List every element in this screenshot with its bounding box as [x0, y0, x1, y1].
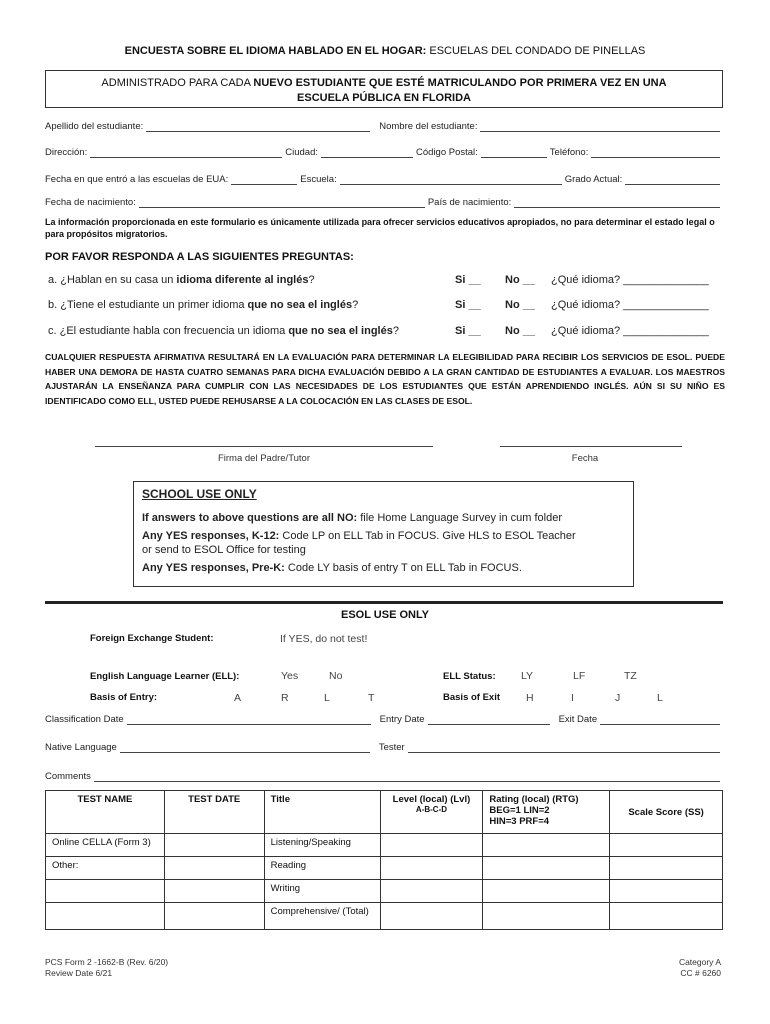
first-name-field[interactable]: [480, 123, 720, 132]
entry-date-esol-label: Entry Date: [379, 714, 425, 725]
signature-date-line[interactable]: [500, 446, 682, 447]
table-row: [46, 903, 723, 930]
esol-notice: CUALQUIER RESPUESTA AFIRMATIVA RESULTARÁ EN LA EVALUACIÓN PARA DETERMINAR LA ELEGIBILIDAD PARA RECIBIR LOS SERVICIOS DE ESOL. PUEDE HABER UNA DEMORA DE HASTA CUATRO SEMANAS PARA DICHA EVALUACIÓN DEBIDO A LA GRAN CANTIDAD DE ESTUDIANTES A EVALUAR. LOS MAESTROS AJUSTARÁN LA ENSEÑANZA PARA CUMPLIR CON LAS NECESIDADES DE LOS ESTUDIANTES QUE ESTÁN APRENDIENDO INGLÉS. AÚN SI SU NIÑO ES IDENTIFICADO COMO ELL, USTED PUEDE REHUSARSE A LA COLOCACIÓN EN LAS CLASES DE ESOL.: [45, 352, 725, 406]
row-rating[interactable]: [483, 903, 610, 930]
row-level[interactable]: [380, 903, 483, 930]
tests-table: [45, 790, 723, 930]
phone-field[interactable]: [591, 149, 720, 158]
last-name-field[interactable]: [146, 123, 370, 132]
last-name-label: Apellido del estudiante:: [45, 121, 144, 132]
question-a: a. ¿Hablan en su casa un idioma diferente al inglés?: [48, 274, 315, 286]
address-row: [45, 147, 723, 158]
row-title: Reading: [264, 857, 380, 880]
row-rating[interactable]: [483, 857, 610, 880]
status-option-ly[interactable]: LY: [521, 670, 534, 682]
answer-no-a[interactable]: No __: [505, 274, 535, 286]
school-label: Escuela:: [300, 174, 337, 185]
questions-heading: POR FAVOR RESPONDA A LAS SIGUIENTES PREGUNTAS:: [45, 251, 354, 263]
ell-status-label: ELL Status:: [443, 671, 496, 682]
entry-date-label: Fecha en que entró a las escuelas de EUA:: [45, 174, 229, 185]
table-row: [46, 834, 723, 857]
question-c: c. ¿El estudiante habla con frecuencia un idioma que no sea el inglés?: [48, 325, 399, 337]
comments-row: [45, 771, 723, 782]
dates-row: [45, 714, 723, 725]
row-test-name: Online CELLA (Form 3): [46, 834, 165, 857]
birth-country-field[interactable]: [514, 199, 720, 208]
comments-field[interactable]: [94, 773, 720, 782]
header-rating: Rating (local) (RTG) BEG=1 LIN=2 HIN=3 PRF=4: [483, 791, 610, 834]
answer-language-b[interactable]: ¿Qué idioma? ______________: [551, 299, 709, 311]
tester-field[interactable]: [408, 744, 720, 753]
school-use-title: SCHOOL USE ONLY: [142, 487, 257, 501]
native-row: [45, 742, 723, 753]
row-test-date[interactable]: [164, 903, 264, 930]
school-use-line-2: Any YES responses, K-12: Code LP on ELL Tab in FOCUS. Give HLS to ESOL Teacher or send to ESOL Office for testing: [142, 530, 576, 556]
row-scale[interactable]: [610, 903, 723, 930]
address-label: Dirección:: [45, 147, 88, 158]
status-option-lf[interactable]: LF: [573, 670, 586, 682]
grade-label: Grado Actual:: [564, 174, 623, 185]
basis-entry-a[interactable]: A: [234, 692, 242, 704]
header-test-date: TEST DATE: [164, 791, 264, 834]
title-bold: ENCUESTA SOBRE EL IDIOMA HABLADO EN EL HOGAR:: [124, 45, 427, 57]
page-title: [0, 45, 770, 57]
zip-field[interactable]: [481, 149, 547, 158]
row-title: Writing: [264, 880, 380, 903]
basis-entry-l[interactable]: L: [324, 692, 330, 704]
basis-exit-h[interactable]: H: [526, 692, 534, 704]
disclaimer: La información proporcionada en este formulario es únicamente utilizada para ofrecer servicios educativos apropiados, no para determinar el estado legal o para propósitos migratorios.: [45, 217, 715, 239]
banner-pre: ADMINISTRADO PARA CADA: [101, 77, 254, 89]
parent-signature-label: Firma del Padre/Tutor: [217, 453, 311, 464]
native-language-field[interactable]: [120, 744, 370, 753]
answer-yes-b[interactable]: Si __: [455, 299, 481, 311]
table-header-row: [46, 791, 723, 834]
basis-entry-r[interactable]: R: [281, 692, 289, 704]
row-rating[interactable]: [483, 834, 610, 857]
basis-exit-j[interactable]: J: [615, 692, 621, 704]
header-title: Title: [264, 791, 380, 834]
row-test-date[interactable]: [164, 880, 264, 903]
parent-signature-line[interactable]: [95, 446, 433, 447]
basis-entry-label: Basis of Entry:: [90, 692, 158, 703]
basis-exit-l[interactable]: L: [657, 692, 663, 704]
row-rating[interactable]: [483, 880, 610, 903]
banner-box: [45, 70, 723, 108]
school-use-line-3: Any YES responses, Pre-K: Code LY basis of entry T on ELL Tab in FOCUS.: [142, 562, 522, 574]
address-field[interactable]: [90, 149, 282, 158]
zip-label: Código Postal:: [416, 147, 478, 158]
school-field[interactable]: [340, 176, 562, 185]
form-number: PCS Form 2 -1662-B (Rev. 6/20): [45, 957, 169, 967]
classification-date-label: Classification Date: [45, 714, 124, 725]
birth-date-field[interactable]: [139, 199, 425, 208]
row-title: Listening/Speaking: [264, 834, 380, 857]
ell-label: English Language Learner (ELL):: [90, 671, 240, 682]
header-level: Level (local) (Lvl) A-B-C-D: [380, 791, 483, 834]
title-rest: ESCUELAS DEL CONDADO DE PINELLAS: [426, 45, 646, 57]
answer-yes-a[interactable]: Si __: [455, 274, 481, 286]
footer-left: [45, 957, 168, 979]
row-test-date[interactable]: [164, 834, 264, 857]
birth-row: [45, 197, 723, 208]
exit-date-field[interactable]: [600, 716, 720, 725]
basis-exit-i[interactable]: I: [571, 692, 574, 704]
table-row: [46, 857, 723, 880]
entry-row: [45, 174, 723, 185]
banner-bold-1: NUEVO ESTUDIANTE QUE ESTÉ MATRICULANDO POR PRIMERA VEZ EN UNA: [253, 77, 667, 89]
ell-yes-option[interactable]: Yes: [281, 670, 299, 682]
city-label: Ciudad:: [285, 147, 318, 158]
row-level[interactable]: [380, 834, 483, 857]
native-language-label: Native Language: [45, 742, 117, 753]
basis-entry-t[interactable]: T: [368, 692, 375, 704]
status-option-tz[interactable]: TZ: [624, 670, 637, 682]
ell-no-option[interactable]: No: [329, 670, 343, 682]
tester-label: Tester: [378, 742, 405, 753]
classification-date-field[interactable]: [127, 716, 371, 725]
esol-divider: [45, 601, 723, 604]
foreign-exchange-label: Foreign Exchange Student:: [90, 633, 214, 644]
answer-no-c[interactable]: No __: [505, 325, 535, 337]
grade-field[interactable]: [625, 176, 720, 185]
name-row: [45, 121, 723, 132]
row-test-name[interactable]: [46, 903, 165, 930]
answer-language-c[interactable]: ¿Qué idioma? ______________: [551, 325, 709, 337]
row-scale[interactable]: [610, 834, 723, 857]
banner-bold-2: ESCUELA PÚBLICA EN FLORIDA: [297, 92, 471, 104]
answer-no-b[interactable]: No __: [505, 299, 535, 311]
row-test-name[interactable]: [46, 880, 165, 903]
exit-date-label: Exit Date: [558, 714, 598, 725]
header-scale: Scale Score (SS): [610, 791, 723, 834]
row-scale[interactable]: [610, 880, 723, 903]
basis-exit-label: Basis of Exit: [443, 692, 501, 703]
birth-date-label: Fecha de nacimiento:: [45, 197, 136, 208]
signature-date-label: Fecha: [571, 453, 599, 464]
table-row: [46, 880, 723, 903]
footer-right: [679, 957, 721, 979]
header-test-name: TEST NAME: [46, 791, 165, 834]
question-b: b. ¿Tiene el estudiante un primer idioma que no sea el inglés?: [48, 299, 359, 311]
row-test-date[interactable]: [164, 857, 264, 880]
review-date: Review Date 6/21: [45, 968, 113, 978]
row-title: Comprehensive/ (Total): [264, 903, 380, 930]
cc-number: CC # 6260: [680, 968, 721, 978]
phone-label: Teléfono:: [549, 147, 589, 158]
entry-date-esol-field[interactable]: [428, 716, 550, 725]
answer-yes-c[interactable]: Si __: [455, 325, 481, 337]
esol-title: ESOL USE ONLY: [340, 609, 430, 621]
comments-label: Comments: [45, 771, 91, 782]
entry-date-field[interactable]: [231, 176, 297, 185]
birth-country-label: País de nacimiento:: [427, 197, 512, 208]
category: Category A: [678, 957, 721, 967]
foreign-exchange-note: If YES, do not test!: [280, 633, 368, 645]
row-test-name: Other:: [46, 857, 165, 880]
row-level[interactable]: [380, 857, 483, 880]
city-field[interactable]: [321, 149, 413, 158]
row-level[interactable]: [380, 880, 483, 903]
answer-language-a[interactable]: ¿Qué idioma? ______________: [551, 274, 709, 286]
row-scale[interactable]: [610, 857, 723, 880]
school-use-box: [133, 481, 634, 587]
school-use-line-1: If answers to above questions are all NO: file Home Language Survey in cum folder: [142, 512, 563, 524]
first-name-label: Nombre del estudiante:: [379, 121, 478, 132]
